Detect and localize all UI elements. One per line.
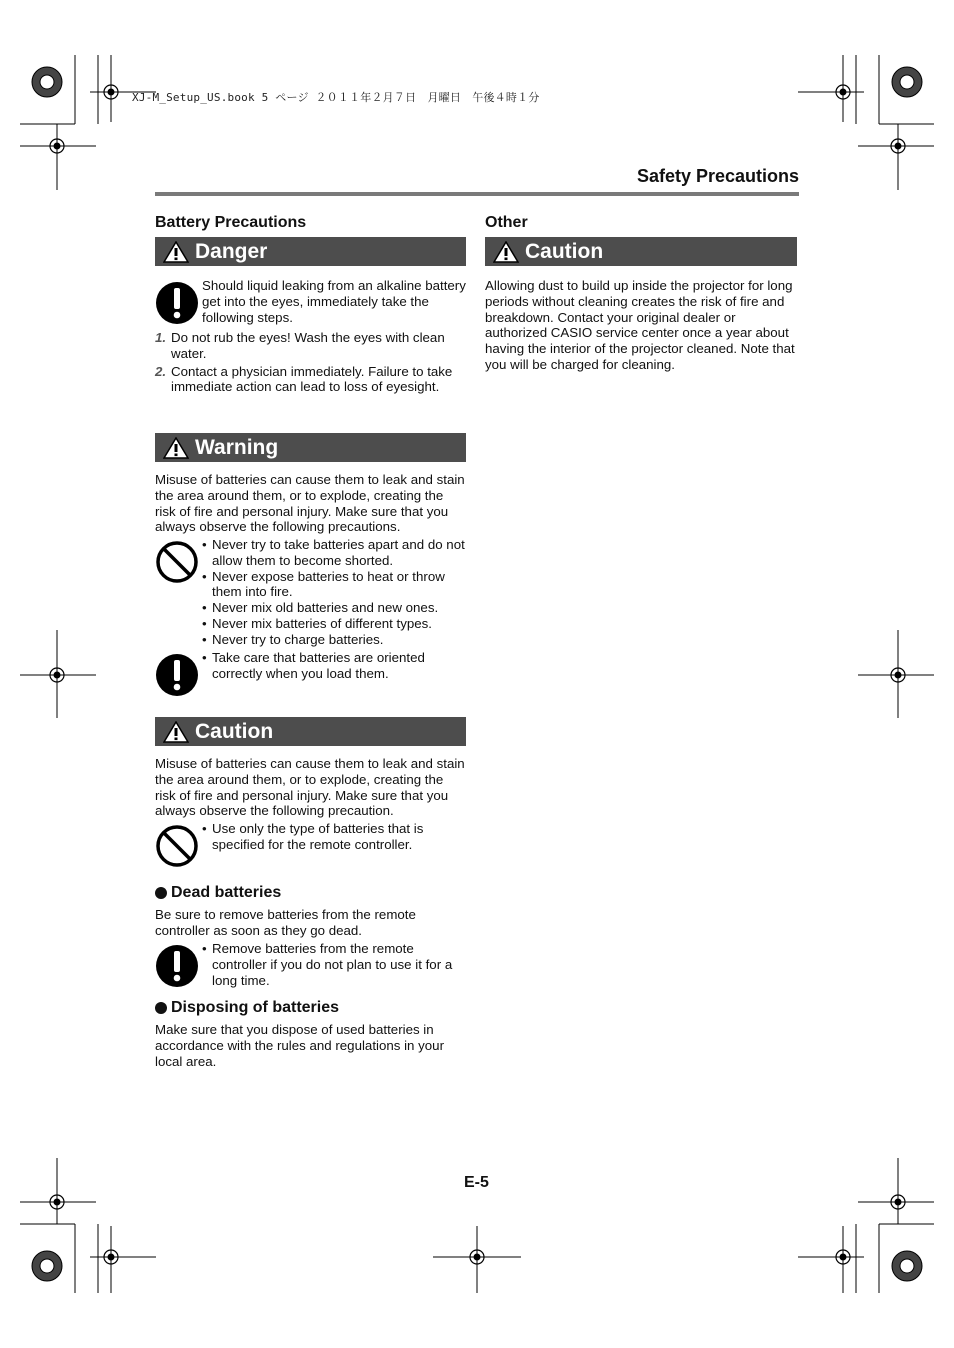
dead-batteries-text: Be sure to remove batteries from the remote controller as soon as they go dead. — [155, 907, 416, 938]
step-number: 2. — [155, 363, 167, 379]
warning-prohibited-list — [202, 537, 467, 648]
mandatory-icon — [155, 653, 199, 697]
section-heading-other: Other — [485, 214, 528, 231]
page-number: E-5 — [464, 1174, 489, 1191]
warning-triangle-icon — [163, 721, 189, 743]
bullet-dot-icon — [155, 887, 167, 899]
disposing-heading — [155, 999, 339, 1017]
disposing-title: Disposing of batteries — [171, 999, 340, 1016]
caution-prohibited-list — [202, 821, 467, 853]
print-info: XJ-M_Setup_US.book 5 ページ ２０１１年２月７日 月曜日 午後４時１分 — [132, 91, 540, 104]
list-item: • Never try to take batteries apart and do not allow them to become shorted. — [202, 537, 467, 569]
danger-intro: Should liquid leaking from an alkaline battery get into the eyes, immediately take the following steps. — [202, 278, 466, 325]
list-item: • Use only the type of batteries that is specified for the remote controller. — [202, 821, 467, 853]
mandatory-icon — [155, 281, 199, 325]
warning-banner-label: Warning — [195, 435, 279, 459]
warning-mandatory-list — [202, 650, 467, 682]
danger-banner — [155, 237, 466, 266]
prohibited-icon — [155, 824, 199, 868]
other-caution-text: Allowing dust to build up inside the projector for long periods without cleaning creates the risk of fire and breakdown. Contact your original dealer or authorized CASIO service center once a year about having the interior of the projector cleaned. Note that you will be charged for cleaning. — [485, 278, 795, 372]
caution-banner-other — [485, 237, 797, 266]
list-item: • Never try to charge batteries. — [202, 632, 467, 648]
warning-triangle-icon — [493, 241, 519, 263]
step-text: Contact a physician immediately. Failure to take immediate action can lead to loss of eyesight. — [171, 363, 453, 395]
caution-intro: Misuse of batteries can cause them to leak and stain the area around them, or to explode, creating the risk of fire and personal injury. Make sure that you always observe the following precaution. — [155, 756, 465, 819]
disposing-text: Make sure that you dispose of used batteries in accordance with the rules and regulations in your local area. — [155, 1022, 445, 1069]
list-item: • Remove batteries from the remote controller if you do not plan to use it for a long time. — [202, 941, 467, 988]
list-item: • Never expose batteries to heat or throw them into fire. — [202, 569, 467, 601]
danger-steps — [155, 330, 467, 395]
page-header-title: Safety Precautions — [636, 166, 799, 186]
warning-triangle-icon — [163, 437, 189, 459]
warning-intro: Misuse of batteries can cause them to leak and stain the area around them, or to explode, creating the risk of fire and personal injury. Make sure that you always observe the following precautions. — [155, 472, 465, 535]
header-rule — [155, 192, 799, 196]
dead-batteries-mandatory-list — [202, 941, 467, 988]
danger-banner-label: Danger — [195, 239, 268, 263]
step-number: 1. — [155, 330, 167, 345]
section-heading-battery: Battery Precautions — [155, 214, 307, 231]
caution-banner — [155, 717, 466, 746]
danger-step — [155, 364, 467, 396]
step-text: Do not rub the eyes! Wash the eyes with clean water. — [171, 330, 445, 361]
danger-step — [155, 330, 467, 362]
bullet-dot-icon — [155, 1002, 167, 1014]
warning-banner — [155, 433, 466, 462]
mandatory-icon — [155, 944, 199, 988]
caution-banner-label: Caution — [195, 719, 274, 743]
prohibited-icon — [155, 540, 199, 584]
list-item: • Never mix batteries of different types. — [202, 616, 467, 632]
caution-banner-label: Caution — [525, 239, 604, 263]
list-item: • Never mix old batteries and new ones. — [202, 600, 467, 616]
dead-batteries-title: Dead batteries — [171, 884, 282, 901]
dead-batteries-heading — [155, 884, 281, 902]
warning-triangle-icon — [163, 241, 189, 263]
list-item: • Take care that batteries are oriented correctly when you load them. — [202, 650, 467, 682]
